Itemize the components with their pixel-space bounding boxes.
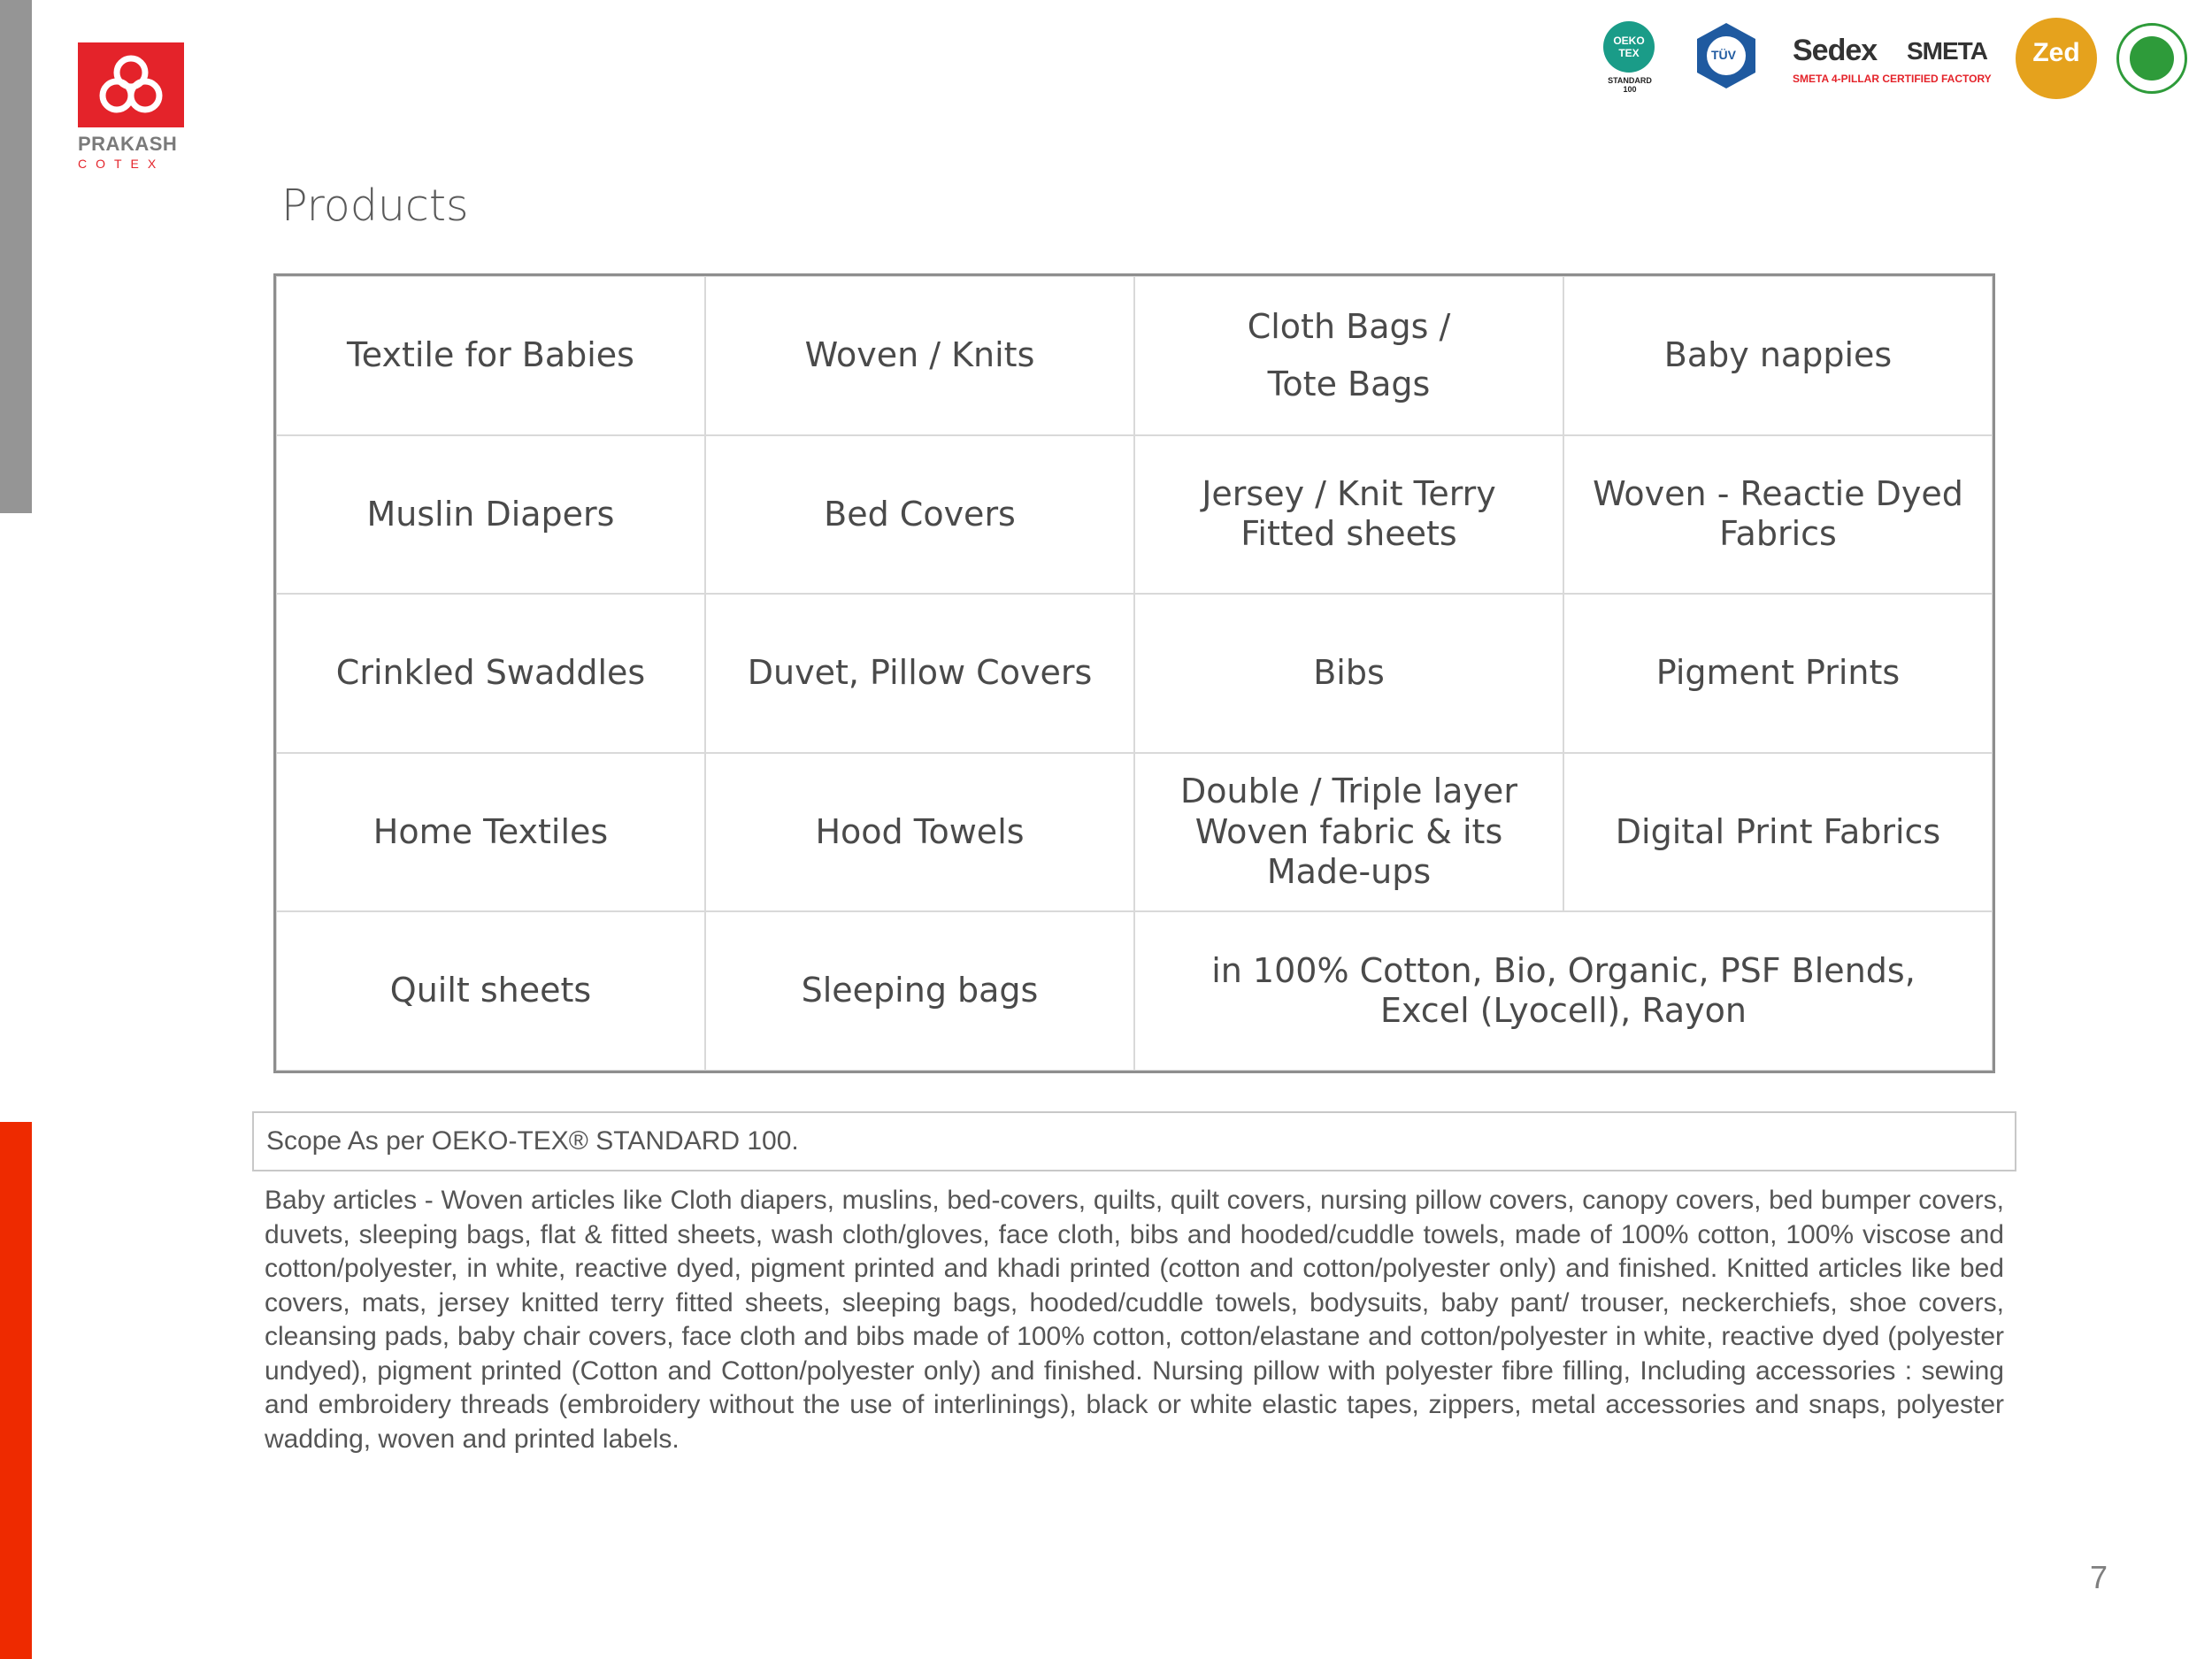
page-title: Products [281,180,469,231]
product-cell [276,594,705,753]
product-cell [705,594,1134,753]
product-cell [1134,911,1993,1071]
oeko-tex-text-top: OEKO [1613,35,1645,47]
product-cell-label: Digital Print Fabrics [1615,811,1941,851]
product-cell [1563,753,1993,912]
product-cell [705,911,1134,1071]
logo-name: PRAKASH [78,133,178,155]
certification-badges [1593,18,2194,106]
product-cell-label: Double / Triple layer Woven fabric & its Made-ups [1180,772,1517,892]
tuv-badge-icon [1692,21,1761,90]
product-cell [705,753,1134,912]
product-cell-label: Sleeping bags [801,971,1039,1010]
scope-description: Baby articles - Woven articles like Cloth diapers, muslins, bed-covers, quilts, quilt covers, nursing pillow covers, canopy covers, bed bumper covers, duvets, sleeping bags, flat & fitted sheets, wash cloth/gloves, face cloth, bibs and hooded/cuddle towels, made of 100% cotton, 100% viscose and cotton/polyester, in white, reactive dyed, pigment printed and khadi printed (cotton and cotton/polyester only) and finished. Knitted articles like bed covers, mats, jersey knitted terry fitted sheets, sleeping bags, hooded/cuddle towels, bodysuits, baby pant/ trouser, neckerchiefs, shoe covers, cleansing pads, baby chair covers, face cloth and bibs made of 100% cotton, cotton/elastane and cotton/polyester in white, reactive dyed (polyester undyed), pigment printed (Cotton and Cotton/polyester only) and finished. Nursing pillow with polyester fibre filling, Including accessories : sewing and embroidery threads (embroidery without the use of interlinings), black or white elastic tapes, zippers, metal accessories and snaps, polyester wadding, woven and printed labels. [265,1186,2004,1454]
product-cell [705,435,1134,595]
product-cell-label: Duvet, Pillow Covers [747,653,1093,693]
oeko-tex-logo-icon [1603,21,1655,73]
product-cell-label: Muslin Diapers [366,494,615,534]
smeta-caption: SMETA 4-PILLAR CERTIFIED FACTORY [1793,73,1992,85]
product-cell-label: Hood Towels [815,811,1025,851]
oeko-tex-text-mid: TEX [1618,47,1640,59]
logo-subname: COTEX [78,157,165,171]
oeko-tex-caption-line1: STANDARD [1608,76,1652,85]
sedex-logo: Sedex [1793,34,1878,67]
product-cell-label: Crinkled Swaddles [335,653,646,693]
products-table [273,273,1995,1073]
product-cell [1134,753,1563,912]
product-cell-label: Woven / Knits [804,335,1035,374]
gots-badge-icon [2116,23,2187,94]
company-logo [78,42,191,171]
product-cell-label: Jersey / Knit Terry Fitted sheets [1202,473,1496,554]
decorative-red-bar [0,1122,32,1659]
product-cell-label: Bed Covers [824,494,1016,534]
scope-heading: Scope As per OEKO-TEX® STANDARD 100. [252,1111,2016,1171]
product-cell-label: Cloth Bags / Tote Bags [1247,307,1451,403]
product-cell [1563,435,1993,595]
product-cell-label: Home Textiles [373,811,609,851]
logo-mark-icon [78,42,184,127]
product-cell [705,276,1134,435]
oeko-tex-caption-line2: 100 [1623,85,1637,94]
product-cell [1134,435,1563,595]
product-cell-label: Quilt sheets [389,971,592,1010]
product-cell [276,276,705,435]
product-cell [276,753,705,912]
oeko-tex-badge [1603,21,1656,94]
tuv-label: TÜV [1711,48,1736,62]
decorative-gray-bar [0,0,32,513]
product-cell-label: Textile for Babies [347,335,634,374]
smeta-logo: SMETA [1907,37,1987,65]
product-cell [276,911,705,1071]
zed-gold-badge-icon: Zed [2016,18,2097,99]
product-cell-label: Pigment Prints [1655,653,1901,693]
product-cell [1134,594,1563,753]
product-cell [1563,594,1993,753]
product-cell-label: Woven - Reactie Dyed Fabrics [1593,473,1963,554]
product-cell-label: Baby nappies [1663,335,1893,374]
product-cell [1563,276,1993,435]
product-cell-label: Bibs [1313,653,1385,693]
product-cell [1134,276,1563,435]
product-cell-label: in 100% Cotton, Bio, Organic, PSF Blends, Excel (Lyocell), Rayon [1211,950,1916,1031]
page-number: 7 [2090,1559,2108,1595]
product-cell [276,435,705,595]
